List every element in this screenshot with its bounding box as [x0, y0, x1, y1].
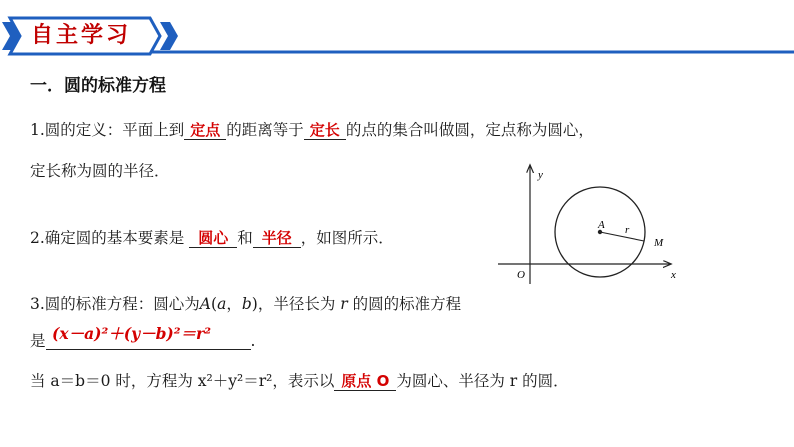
origin-case-line: 当 a＝b＝0 时，方程为 x²＋y²＝r²，表示以 原点 O 为圆心、半径为 r 的圆． — [30, 372, 569, 390]
radius-label: r — [625, 224, 630, 236]
radius-segment — [600, 232, 644, 241]
standard-equation-line-2: 是 . — [30, 332, 256, 350]
definition-line-1: 1.圆的定义：平面上到 定点 的距离等于 定长 的点的集合叫做圆，定点称为圆心， — [30, 121, 594, 139]
circle-diagram — [490, 160, 690, 290]
answer-center: 圆心 — [189, 229, 237, 248]
answer-fixed-length: 定长 — [304, 121, 346, 140]
answer-radius: 半径 — [253, 229, 301, 248]
definition-line-2: 定长称为圆的半径． — [30, 162, 170, 180]
subsection-heading: 一．圆的标准方程 — [30, 76, 166, 96]
standard-equation-line-1: 3.圆的标准方程：圆心为A(a，b)，半径长为 r 的圆的标准方程 — [30, 295, 462, 313]
y-axis-label: y — [538, 169, 543, 181]
origin-label: O — [517, 269, 525, 281]
x-axis-label: x — [671, 269, 676, 281]
answer-equation: (x－a)²＋(y－b)²＝r² — [52, 324, 211, 343]
center-label: A — [598, 219, 605, 231]
elements-line: 2.确定圆的基本要素是 圆心 和 半径 ，如图所示． — [30, 229, 394, 247]
answer-origin: 原点 O — [334, 372, 396, 391]
point-m-label: M — [654, 237, 664, 249]
section-title: 自主学习 — [31, 23, 132, 48]
answer-fixed-point: 定点 — [184, 121, 226, 140]
